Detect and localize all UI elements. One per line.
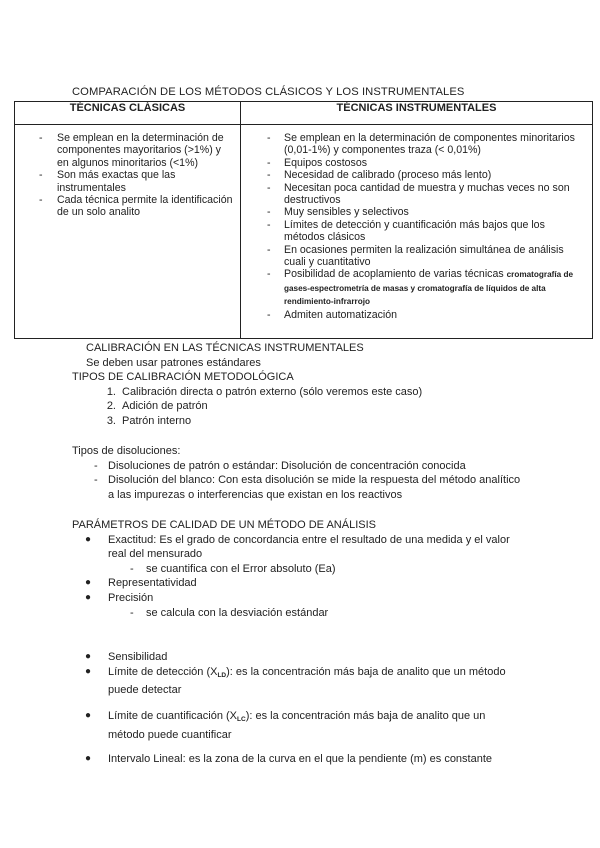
table-body-row xyxy=(15,125,593,339)
bullet-item-representatividad xyxy=(72,576,510,591)
list-text: Adición de patrón xyxy=(122,400,208,413)
list-item: - Límites de detección y cuantificación más bajos que los métodos clásicos xyxy=(241,219,586,244)
bullet-item-intervalo-lineal xyxy=(72,752,492,767)
item-text: ): es la concentración más baja de analito que un xyxy=(245,710,486,722)
list-item: - Muy sensibles y selectivos xyxy=(241,206,586,218)
calibration-section xyxy=(72,341,423,429)
item-text: Sensibilidad xyxy=(108,651,168,663)
parameters-heading: PARÁMETROS DE CALIDAD DE UN MÉTODO DE ANÁLISIS xyxy=(72,519,376,531)
bullet-icon: ● xyxy=(85,651,92,662)
instrumental-list xyxy=(241,132,586,321)
list-item: - Equipos costosos xyxy=(241,157,586,169)
bullet-item-precision xyxy=(72,591,510,606)
list-item: - En ocasiones permiten la realización simultánea de análisis cuali y cuantitativo xyxy=(241,244,586,269)
header-classic: TÉCNICAS CLÁSICAS xyxy=(15,102,241,125)
list-number: 3. xyxy=(106,414,116,427)
list-item xyxy=(100,414,422,429)
table-header-row xyxy=(15,102,593,125)
solutions-section xyxy=(72,444,520,502)
bullet-icon: ● xyxy=(85,577,92,589)
header-instrumental: TÉCNICAS INSTRUMENTALES xyxy=(241,102,593,125)
comparison-table xyxy=(14,101,593,339)
list-item: - Se emplean en la determinación de componentes minoritarios (0,01-1%) y componentes traza (< 0,01%) xyxy=(241,132,586,157)
solutions-heading: Tipos de disoluciones: xyxy=(72,445,181,457)
list-item: - Cada técnica permite la identificación de un solo analito xyxy=(15,194,234,219)
list-item: - Necesitan poca cantidad de muestra y muchas veces no son destructivos xyxy=(241,182,586,207)
list-item xyxy=(100,399,422,414)
calibration-types-heading: TIPOS DE CALIBRACIÓN METODOLÓGICA xyxy=(72,371,294,384)
sub-item: - se calcula con la desviación estándar xyxy=(72,606,510,621)
parameters-section-4 xyxy=(72,752,492,767)
bullet-item-sensibilidad xyxy=(72,650,506,665)
list-text: Patrón interno xyxy=(122,414,192,427)
bullet-icon: ● xyxy=(85,753,92,764)
item-continuation: puede detectar xyxy=(108,684,182,697)
classic-cell xyxy=(15,125,241,339)
item-text: Exactitud: Es el grado de concordancia entre el resultado de una medida y el valor xyxy=(108,533,510,546)
list-item: - Disoluciones de patrón o estándar: Disolución de concentración conocida xyxy=(90,459,520,474)
bullet-icon: ● xyxy=(85,533,92,545)
list-item: - Son más exactas que las instrumentales xyxy=(15,169,234,194)
bullet-icon: ● xyxy=(85,710,92,721)
bullet-item-exactitud xyxy=(72,533,510,548)
coupling-examples: cromatografía de gases-espectrometría de masas y cromatografía de líquidos de alta rendimiento-infrarrojo xyxy=(284,270,574,307)
list-item: - Necesidad de calibrado (proceso más lento) xyxy=(241,169,586,181)
sub-item: - se cuantifica con el Error absoluto (Ea) xyxy=(72,562,510,577)
item-text: Representatividad xyxy=(108,577,197,590)
list-item xyxy=(100,385,422,400)
subscript: LD xyxy=(217,671,227,679)
item-text: ): es la concentración más baja de analito que un método xyxy=(226,665,506,678)
bullet-item-limite-deteccion xyxy=(72,665,506,684)
list-item: - Disolución del blanco: Con esta disolución se mide la respuesta del método analítico xyxy=(90,473,520,488)
item-text: Límite de detección (X xyxy=(108,665,218,678)
classic-list xyxy=(15,132,234,219)
item-text: Precisión xyxy=(108,591,154,604)
item-text: Límite de cuantificación (X xyxy=(108,710,238,722)
list-number: 2. xyxy=(106,400,116,413)
calibration-line: Se deben usar patrones estándares xyxy=(86,356,261,369)
parameters-section-3 xyxy=(72,709,485,742)
list-item-coupling xyxy=(241,268,586,308)
item-continuation: método puede cuantificar xyxy=(108,728,232,741)
list-item: - Admiten automatización xyxy=(241,309,586,321)
bullet-icon: ● xyxy=(85,591,92,603)
list-text: Calibración directa o patrón externo (sólo veremos este caso) xyxy=(122,385,423,398)
bullet-icon: ● xyxy=(85,665,92,677)
parameters-section-2 xyxy=(72,650,506,698)
subscript: LC xyxy=(237,716,246,723)
comparison-title: COMPARACIÓN DE LOS MÉTODOS CLÁSICOS Y LOS INSTRUMENTALES xyxy=(72,86,465,98)
calibration-heading: CALIBRACIÓN EN LAS TÉCNICAS INSTRUMENTALES xyxy=(86,342,364,354)
item-continuation: real del mensurado xyxy=(108,548,203,561)
parameters-section xyxy=(72,518,510,620)
item-text: Intervalo Lineal: es la zona de la curva en el que la pendiente (m) es constante xyxy=(108,753,493,765)
list-number: 1. xyxy=(106,385,116,398)
coupling-text: Posibilidad de acoplamiento de varias técnicas xyxy=(284,268,504,281)
list-item: - Se emplean en la determinación de componentes mayoritarios (>1%) y en algunos minoritarios (<1%) xyxy=(15,132,234,169)
list-item-continuation: a las impurezas o interferencias que existan en los reactivos xyxy=(108,488,403,501)
instrumental-cell xyxy=(241,125,593,339)
bullet-item-limite-cuantificacion xyxy=(72,709,485,728)
